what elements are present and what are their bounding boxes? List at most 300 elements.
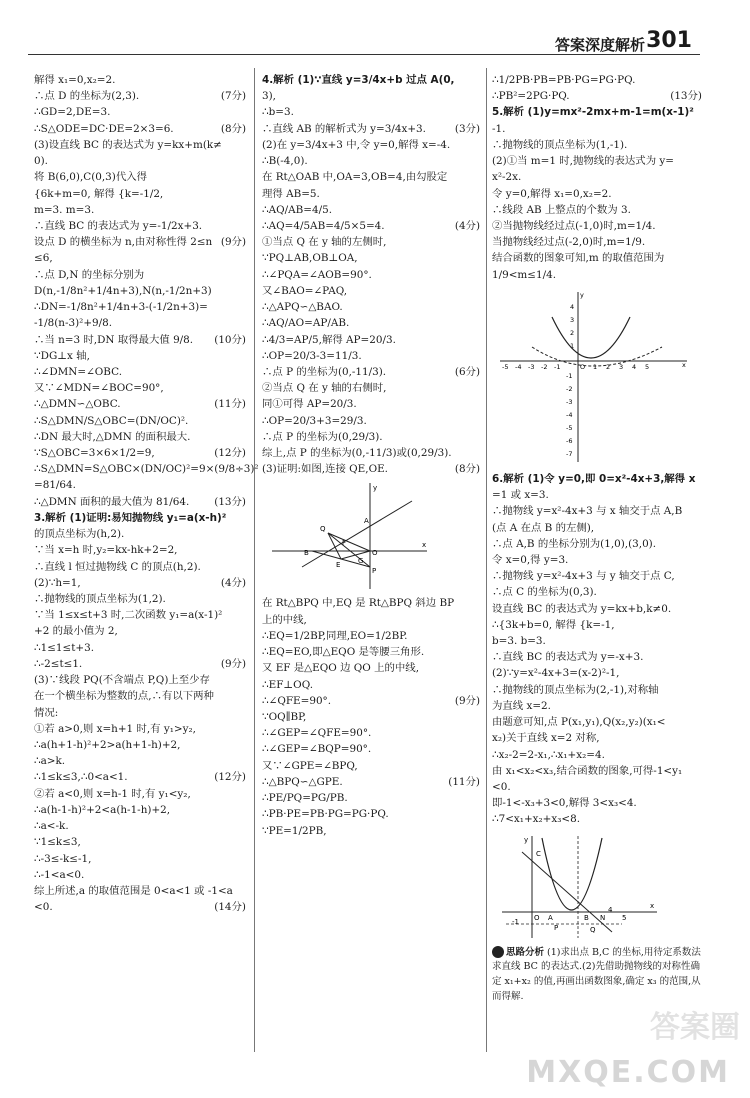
solution-text: ∴抛物线 y=x²-4x+3 与 x 轴交于点 A,B <box>492 505 683 518</box>
solution-line <box>492 121 702 137</box>
solution-text: 为直线 x=2. <box>492 699 551 712</box>
solution-text: 理得 AB=5. <box>262 187 320 200</box>
solution-text: (2)①当 m=1 时,抛物线的表达式为 y= <box>492 155 674 168</box>
solution-line <box>492 72 702 88</box>
solution-text: ∴PB·PE=PB·PG=PG·PQ. <box>262 808 389 821</box>
svg-text:-4: -4 <box>515 362 522 371</box>
solution-text: 又∵∠GPE=∠BPQ, <box>262 759 358 772</box>
solution-line <box>262 806 480 822</box>
solution-line <box>34 559 246 575</box>
solution-line <box>34 332 246 348</box>
solution-text: 结合函数的图象可知,m 的取值范围为 <box>492 252 665 265</box>
solution-text: -1/8(n-3)²+9/8. <box>34 317 113 330</box>
solution-text: ∴直线 AB 的解析式为 y=3/4x+3. <box>262 122 426 135</box>
solution-text: ∴EF⊥OQ. <box>262 678 313 691</box>
solution-line <box>492 487 702 503</box>
solution-line <box>34 494 246 510</box>
solution-line <box>262 169 480 185</box>
svg-text:G: G <box>358 557 364 566</box>
solution-text: ∴7<x₁+x₂+x₃<8. <box>492 813 581 826</box>
solution-text: 1/9<m≤1/4. <box>492 268 557 281</box>
solution-text: (3)设直线 BC 的表达式为 y=kx+m(k≠ <box>34 138 222 151</box>
page-number: 301 <box>646 28 692 53</box>
solution-line <box>492 747 702 763</box>
svg-text:O: O <box>534 913 540 922</box>
svg-text:1: 1 <box>570 341 575 350</box>
solution-text: 0). <box>34 155 48 168</box>
solution-text: ∴x₂-2=2-x₁,∴x₁+x₂=4. <box>492 748 605 761</box>
solution-text: ①若 a>0,则 x=h+1 时,有 y₁>y₂, <box>34 722 196 735</box>
score-label: (9分) <box>220 236 246 249</box>
solution-text: (2)在 y=3/4x+3 中,令 y=0,解得 x=-4. <box>262 138 451 151</box>
solution-text: ∴1≤1≤t+3. <box>34 641 95 654</box>
svg-text:x: x <box>650 901 655 910</box>
solution-text: (3)证明:如图,连接 QE,OE. <box>262 463 388 476</box>
svg-text:P: P <box>372 567 377 576</box>
solution-line <box>34 250 246 266</box>
solution-text: 综上所述,a 的取值范围是 0<a<1 或 -1<a <box>34 884 233 897</box>
solution-line <box>262 267 480 283</box>
svg-text:y: y <box>524 835 529 844</box>
solution-line <box>492 665 702 681</box>
solution-line <box>492 795 702 811</box>
solution-line <box>34 477 246 493</box>
solution-text: +2 的最小值为 2, <box>34 625 118 638</box>
solution-text: ∴抛物线的顶点坐标为(1,-1). <box>492 138 628 151</box>
svg-text:F: F <box>342 539 347 548</box>
geometry-figure <box>262 481 432 591</box>
svg-text:N: N <box>600 913 606 922</box>
solution-line <box>34 315 246 331</box>
score-label: (14分) <box>214 901 246 914</box>
solution-text: ∴∠GEP=∠BQP=90°. <box>262 743 372 756</box>
score-label: (6分) <box>454 365 480 378</box>
solution-text: ∴∠DMN=∠OBC. <box>34 365 123 378</box>
watermark-logo: 答案圈 <box>650 1010 740 1045</box>
solution-text: ∴b=3. <box>262 106 294 119</box>
column-divider <box>486 68 487 1052</box>
solution-text: ∴点 D 的坐标为(2,3). <box>34 90 140 103</box>
solution-line <box>262 202 480 218</box>
solution-line <box>492 186 702 202</box>
solution-line <box>492 137 702 153</box>
solution-text: ∴GD=2,DE=3. <box>34 106 111 119</box>
solution-text: ∵OQ∥BP, <box>262 711 307 723</box>
score-label: (11分) <box>214 398 246 411</box>
solution-line <box>492 552 702 568</box>
score-label: (3分) <box>454 122 480 135</box>
solution-line <box>492 811 702 827</box>
solution-line <box>262 348 480 364</box>
solution-text: 上的中线, <box>262 613 307 626</box>
solution-text: <0. <box>492 781 511 793</box>
svg-text:4: 4 <box>608 905 613 914</box>
solution-line <box>492 520 702 536</box>
solution-line <box>262 396 480 412</box>
solution-line <box>34 510 246 526</box>
solution-text: 解得 x₁=0,x₂=2. <box>34 74 116 86</box>
solution-text: 又∠BAO=∠PAQ, <box>262 284 348 297</box>
solution-line <box>34 575 246 591</box>
header-rule <box>28 54 700 55</box>
solution-line <box>34 899 246 915</box>
svg-text:2: 2 <box>606 362 611 371</box>
solution-line <box>34 542 246 558</box>
column-left <box>34 72 259 915</box>
score-label: (11分) <box>448 775 480 788</box>
solution-line <box>492 584 702 600</box>
solution-text: 5.解析 (1)y=mx²-2mx+m-1=m(x-1)² <box>492 106 694 119</box>
solution-text: 同①可得 AP=20/3. <box>262 398 357 411</box>
solution-line <box>34 526 246 542</box>
solution-line <box>262 693 480 709</box>
solution-line <box>34 88 246 104</box>
solution-text: ∴直线 l 恒过抛物线 C 的顶点(h,2). <box>34 560 201 573</box>
solution-text: ∴-2≤t≤1. <box>34 657 83 670</box>
solution-line <box>262 121 480 137</box>
solution-text: ∴△BPQ∽△GPE. <box>262 775 343 788</box>
solution-text: ∴当 n=3 时,DN 取得最大值 9/8. <box>34 333 194 346</box>
solution-text: ∴S△DMN/S△OBC=(DN/OC)². <box>34 414 189 427</box>
solution-line <box>34 607 246 623</box>
solution-line <box>34 753 246 769</box>
solution-text: 在 Rt△BPQ 中,EQ 是 Rt△BPQ 斜边 BP <box>262 597 455 610</box>
svg-text:4: 4 <box>632 362 637 371</box>
solution-text: ②当抛物线经过点(-1,0)时,m=1/4. <box>492 219 656 232</box>
solution-text: -1. <box>492 122 506 135</box>
solution-line <box>492 153 702 169</box>
solution-text: ∴4/3=AP/5,解得 AP=20/3. <box>262 333 396 346</box>
svg-text:-6: -6 <box>566 436 573 445</box>
solution-text: {6k+m=0, 解得 {k=-1/2, <box>34 187 164 200</box>
solution-line <box>262 612 480 628</box>
solution-line <box>34 867 246 883</box>
svg-text:E: E <box>336 561 341 570</box>
solution-line <box>492 698 702 714</box>
page-header <box>0 0 750 58</box>
solution-text: (点 A 在点 B 的左侧), <box>492 521 595 534</box>
solution-text: ∴线段 AB 上整点的个数为 3. <box>492 203 631 216</box>
solution-text: 的顶点坐标为(h,2). <box>34 528 125 541</box>
solution-line <box>34 396 246 412</box>
solution-line <box>492 169 702 185</box>
column-middle <box>262 72 480 839</box>
svg-text:Q: Q <box>590 925 596 934</box>
solution-line <box>262 429 480 445</box>
solution-line <box>262 758 480 774</box>
score-label: (13分) <box>214 495 246 508</box>
solution-line <box>262 332 480 348</box>
solution-line <box>34 299 246 315</box>
solution-text: ∴抛物线 y=x²-4x+3 与 y 轴交于点 C, <box>492 570 675 583</box>
solution-text: ∴1≤k≤3,∴0<a<1. <box>34 771 128 784</box>
solution-line <box>34 267 246 283</box>
solution-line <box>34 121 246 137</box>
solution-line <box>492 633 702 649</box>
solution-text: ∴DN=-1/8n²+1/4n+3-(-1/2n+3)= <box>34 301 208 314</box>
solution-line <box>34 591 246 607</box>
solution-text: ∴点 D,N 的坐标分别为 <box>34 268 145 281</box>
solution-line <box>262 413 480 429</box>
solution-text: ∴△DMN∽△OBC. <box>34 398 121 411</box>
solution-line <box>262 644 480 660</box>
solution-line <box>492 763 702 779</box>
solution-text: ∴AQ=4/5AB=4/5×5=4. <box>262 219 385 232</box>
svg-text:y: y <box>580 290 584 299</box>
solution-line <box>262 315 480 331</box>
solution-text: b=3. b=3. <box>492 635 546 648</box>
solution-line <box>262 234 480 250</box>
solution-text: 即-1<-x₃+3<0,解得 3<x₃<4. <box>492 797 637 810</box>
solution-text: 令 y=0,解得 x₁=0,x₂=2. <box>492 187 612 200</box>
svg-text:A: A <box>364 517 369 526</box>
svg-text:-7: -7 <box>566 449 573 458</box>
solution-line <box>34 186 246 202</box>
solution-line <box>262 595 480 611</box>
solution-line <box>492 104 702 120</box>
solution-line <box>34 834 246 850</box>
solution-text: (2)∵y=x²-4x+3=(x-2)²-1, <box>492 667 620 680</box>
solution-line <box>262 88 480 104</box>
solution-line <box>34 202 246 218</box>
solution-line <box>34 413 246 429</box>
solution-line <box>34 218 246 234</box>
solution-line <box>34 283 246 299</box>
solution-text: ∵1≤k≤3, <box>34 836 81 849</box>
solution-line <box>262 137 480 153</box>
solution-line <box>262 725 480 741</box>
solution-line <box>262 677 480 693</box>
analysis-note <box>492 946 702 1005</box>
solution-text: ∴∠GEP=∠QFE=90°. <box>262 727 372 740</box>
header-title: 答案深度解析 <box>554 36 645 54</box>
score-label: (9分) <box>220 657 246 670</box>
solution-line <box>262 628 480 644</box>
solution-text: ∴DN 最大时,△DMN 的面积最大. <box>34 430 191 443</box>
solution-text: ∴抛物线的顶点坐标为(2,-1),对称轴 <box>492 683 659 696</box>
solution-text: <0. <box>34 901 53 914</box>
solution-text: 3), <box>262 90 276 103</box>
solution-text: ∴点 A,B 的坐标分别为(1,0),(3,0). <box>492 537 657 550</box>
solution-line <box>262 741 480 757</box>
analysis-label: 思路分析 <box>506 946 545 958</box>
solution-text: (2)∵h=1, <box>34 576 81 589</box>
solution-line <box>34 786 246 802</box>
score-label: (8分) <box>454 463 480 476</box>
solution-text: m=3. m=3. <box>34 203 95 216</box>
svg-text:B: B <box>584 913 589 922</box>
svg-text:A: A <box>548 913 553 922</box>
solution-line <box>492 714 702 730</box>
solution-text: 在 Rt△OAB 中,OA=3,OB=4,由勾股定 <box>262 171 448 184</box>
solution-line <box>34 851 246 867</box>
solution-text: ∴抛物线的顶点坐标为(1,2). <box>34 593 166 605</box>
solution-text: ∴△DMN 面积的最大值为 81/64. <box>34 495 190 508</box>
solution-line <box>492 234 702 250</box>
solution-text: ∴PE/PQ=PG/PB. <box>262 792 348 805</box>
solution-text: ∴a<-k. <box>34 820 69 833</box>
svg-text:y: y <box>373 484 378 493</box>
svg-text:3: 3 <box>570 315 575 324</box>
column-divider <box>254 68 255 1052</box>
solution-text: =1 或 x=3. <box>492 489 549 502</box>
solution-line <box>34 104 246 120</box>
solution-text: ∴OP=20/3-3=11/3. <box>262 349 362 362</box>
solution-text: ∵PQ⊥AB,OB⊥OA, <box>262 252 358 265</box>
solution-text: 情况: <box>34 706 59 719</box>
solution-line <box>262 364 480 380</box>
score-label: (8分) <box>220 122 246 135</box>
solution-text: ∴∠PQA=∠AOB=90°. <box>262 268 372 281</box>
solution-line <box>34 445 246 461</box>
svg-text:4: 4 <box>570 302 575 311</box>
solution-line <box>492 218 702 234</box>
score-label: (10分) <box>214 333 246 346</box>
svg-text:O: O <box>580 362 586 371</box>
solution-line <box>262 299 480 315</box>
score-label: (12分) <box>214 447 246 460</box>
solution-text: 4.解析 (1)∵直线 y=3/4x+b 过点 A(0, <box>262 74 455 86</box>
solution-line <box>262 660 480 676</box>
solution-text: ∴EQ=1/2BP,同理,EO=1/2BP. <box>262 629 408 642</box>
solution-text: 综上,点 P 的坐标为(0,-11/3)或(0,29/3). <box>262 447 452 460</box>
solution-text: 由题意可知,点 P(x₁,y₁),Q(x₂,y₂)(x₁< <box>492 716 666 729</box>
solution-line <box>262 250 480 266</box>
solution-text: ∴a(h+1-h)²+2>a(h+1-h)+2, <box>34 738 181 751</box>
solution-text: ∴EQ=EO,即△EQO 是等腰三角形. <box>262 646 425 659</box>
solution-text: 设点 D 的横坐标为 n,由对称性得 2≤n <box>34 236 213 249</box>
solution-line <box>34 688 246 704</box>
svg-text:2: 2 <box>570 328 575 337</box>
solution-text: ≤6, <box>34 252 53 265</box>
solution-line <box>34 883 246 899</box>
solution-line <box>262 445 480 461</box>
svg-text:-2: -2 <box>541 362 548 371</box>
solution-text: x₂)关于直线 x=2 对称, <box>492 732 600 745</box>
solution-text: ∴S△ODE=DC·DE=2×3=6. <box>34 122 174 135</box>
solution-text: 由 x₁<x₂<x₃,结合函数的图象,可得-1<y₁ <box>492 764 683 777</box>
solution-line <box>262 104 480 120</box>
solution-line <box>492 730 702 746</box>
solution-text: ∴点 P 的坐标为(0,29/3). <box>262 430 383 443</box>
solution-line <box>492 601 702 617</box>
watermark-text: MXQE.COM <box>526 1055 730 1090</box>
solution-line <box>492 202 702 218</box>
solution-text: ∴AQ/AB=4/5. <box>262 203 333 216</box>
solution-line <box>492 471 702 487</box>
svg-text:x: x <box>682 360 686 369</box>
solution-text: ∵当 1≤x≤t+3 时,二次函数 y₁=a(x-1)² <box>34 609 223 622</box>
solution-line <box>34 721 246 737</box>
column-right <box>492 72 702 1005</box>
solution-text: 又∵∠MDN=∠BOC=90°, <box>34 382 164 395</box>
solution-line <box>34 153 246 169</box>
score-label: (13分) <box>670 90 702 103</box>
solution-text: ∴点 P 的坐标为(0,-11/3). <box>262 365 387 378</box>
solution-line <box>34 705 246 721</box>
solution-line <box>34 461 259 477</box>
solution-line <box>34 348 246 364</box>
score-label: (4分) <box>220 576 246 589</box>
solution-text: ①当点 Q 在 y 轴的左侧时, <box>262 236 387 249</box>
solution-text: ∴AQ/AO=AP/AB. <box>262 317 350 330</box>
solution-text: ∴OP=20/3+3=29/3. <box>262 414 367 427</box>
solution-line <box>34 380 246 396</box>
solution-text: ∴{3k+b=0, 解得 {k=-1, <box>492 618 615 631</box>
solution-line <box>34 364 246 380</box>
solution-line <box>34 137 246 153</box>
svg-text:C: C <box>536 849 541 858</box>
solution-text: ∵当 x=h 时,y₂=kx-hk+2=2, <box>34 544 178 557</box>
solution-text: 3.解析 (1)证明:易知抛物线 y₁=a(x-h)² <box>34 511 227 524</box>
solution-text: ∴直线 BC 的表达式为 y=-1/2x+3. <box>34 219 203 232</box>
solution-line <box>262 283 480 299</box>
solution-line <box>34 737 246 753</box>
solution-text: D(n,-1/8n²+1/4n+3),N(n,-1/2n+3) <box>34 284 212 297</box>
svg-text:5: 5 <box>622 913 627 922</box>
solution-line <box>262 790 480 806</box>
solution-line <box>262 823 480 839</box>
svg-text:5: 5 <box>645 362 650 371</box>
solution-text: 当抛物线经过点(-2,0)时,m=1/9. <box>492 236 646 249</box>
solution-text: 令 x=0,得 y=3. <box>492 553 569 566</box>
solution-text: 在一个横坐标为整数的点,∴有以下两种 <box>34 690 214 703</box>
solution-line <box>492 267 702 283</box>
solution-text: 6.解析 (1)令 y=0,即 0=x²-4x+3,解得 x <box>492 472 696 485</box>
svg-text:P: P <box>554 923 559 932</box>
solution-line <box>492 88 702 104</box>
svg-text:x: x <box>422 541 427 550</box>
svg-text:-2: -2 <box>566 384 573 393</box>
solution-text: ∴-1<a<0. <box>34 868 85 881</box>
solution-text: ∴a(h-1-h)²+2<a(h-1-h)+2, <box>34 803 171 816</box>
solution-line <box>34 818 246 834</box>
lightbulb-icon <box>492 946 504 958</box>
solution-line <box>34 769 246 785</box>
solution-line <box>262 774 480 790</box>
solution-text: ∴B(-4,0). <box>262 155 308 168</box>
svg-text:-1: -1 <box>554 362 561 371</box>
svg-text:Q: Q <box>320 525 326 534</box>
solution-text: ∴a>k. <box>34 755 66 768</box>
solution-text: x²-2x. <box>492 171 522 184</box>
solution-text: ∵DG⊥x 轴, <box>34 349 90 362</box>
function-graph <box>492 832 662 942</box>
solution-line <box>34 169 246 185</box>
solution-line <box>262 72 480 88</box>
solution-text: ∵S△OBC=3×6×1/2=9, <box>34 447 155 460</box>
solution-text: ∴S△DMN=S△OBC×(DN/OC)²=9×(9/8÷3)² <box>34 463 259 476</box>
solution-line <box>262 153 480 169</box>
solution-text: ∴1/2PB·PB=PB·PG=PG·PQ. <box>492 74 636 86</box>
solution-line <box>34 802 246 818</box>
svg-text:B: B <box>304 549 309 558</box>
solution-line <box>34 640 246 656</box>
solution-line <box>492 617 702 633</box>
solution-text: ∴直线 BC 的表达式为 y=-x+3. <box>492 651 644 664</box>
solution-text: ∴△APQ∽△BAO. <box>262 301 343 314</box>
solution-line <box>492 503 702 519</box>
svg-text:-1: -1 <box>566 371 573 380</box>
solution-line <box>34 72 246 88</box>
solution-line <box>492 682 702 698</box>
svg-text:-4: -4 <box>566 410 573 419</box>
solution-line <box>262 218 480 234</box>
solution-text: ②当点 Q 在 y 轴的右侧时, <box>262 382 387 395</box>
solution-text: 又 EF 是△EQO 边 QO 上的中线, <box>262 662 419 675</box>
solution-line <box>262 380 480 396</box>
solution-line <box>34 429 246 445</box>
